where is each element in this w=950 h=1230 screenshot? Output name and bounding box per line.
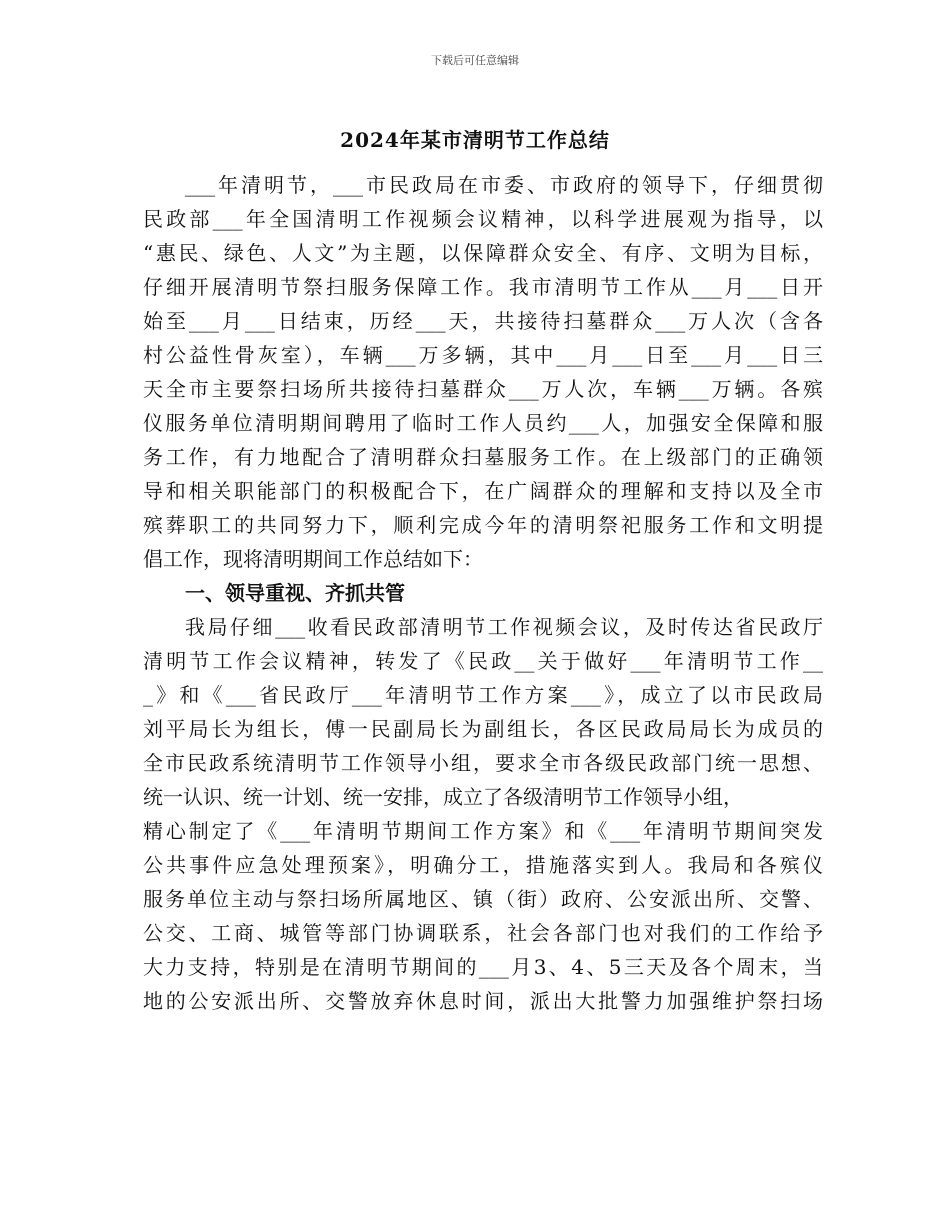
paragraph-line: 大力支持，特别是在清明节期间的___月3、4、5三天及各个周末，当 [143,955,823,979]
paragraph-line: 倡工作，现将清明期间工作总结如下： [143,547,483,571]
paragraph-line: “惠民、绿色、人文”为主题，以保障群众安全、有序、文明为目标， [143,241,823,265]
document-title: 2024年某市清明节工作总结 [340,128,610,152]
paragraph-line: 刘平局长为组长，傅一民副局长为副组长，各区民政局局长为成员的 [143,717,823,741]
paragraph-line: 公共事件应急处理预案》，明确分工，措施落实到人。我局和各殡仪 [143,853,823,877]
paragraph-line: 我局仔细___收看民政部清明节工作视频会议，及时传达省民政厅 [185,615,823,639]
paragraph-line: 精心制定了《___年清明节期间工作方案》和《___年清明节期间突发 [143,819,823,843]
paragraph-line: 村公益性骨灰室），车辆___万多辆，其中___月___日至___月___日三 [143,343,823,367]
paragraph-line: 民政部___年全国清明工作视频会议精神，以科学进展观为指导，以 [143,207,823,231]
paragraph-line: 全市民政系统清明节工作领导小组，要求全市各级民政部门统一思想、 [143,751,823,775]
paragraph-line: 天全市主要祭扫场所共接待扫墓群众___万人次，车辆___万辆。各殡 [143,377,823,401]
section-heading: 一、领导重视、齐抓共管 [185,581,405,605]
paragraph-line: 服务单位主动与祭扫场所属地区、镇（街）政府、公安派出所、交警、 [143,887,823,911]
paragraph-line: _》和《___省民政厅___年清明节工作方案___》，成立了以市民政局 [143,683,823,707]
paragraph-line: 导和相关职能部门的积极配合下，在广阔群众的理解和支持以及全市 [143,479,823,503]
paragraph-line: 统一认识、统一计划、统一安排，成立了各级清明节工作领导小组， [143,785,743,809]
paragraph-line: 仔细开展清明节祭扫服务保障工作。我市清明节工作从___月___日开 [143,275,823,299]
document-body [143,168,823,1018]
paragraph-line: 仪服务单位清明期间聘用了临时工作人员约___人，加强安全保障和服 [143,411,823,435]
paragraph-line: 殡葬职工的共同努力下，顺利完成今年的清明祭祀服务工作和文明提 [143,513,823,537]
paragraph-line: 清明节工作会议精神，转发了《民政__关于做好___年清明节工作__ [143,649,823,673]
paragraph-line: ___年清明节，___市民政局在市委、市政府的领导下，仔细贯彻 [185,173,823,197]
edit-note: 下载后可任意编辑 [431,54,519,67]
paragraph-line: 公交、工商、城管等部门协调联系，社会各部门也对我们的工作给予 [143,921,823,945]
paragraph-line: 务工作，有力地配合了清明群众扫墓服务工作。在上级部门的正确领 [143,445,823,469]
paragraph-line: 始至___月___日结束，历经___天，共接待扫墓群众___万人次（含各 [143,309,823,333]
paragraph-line: 地的公安派出所、交警放弃休息时间，派出大批警力加强维护祭扫场 [143,989,823,1013]
